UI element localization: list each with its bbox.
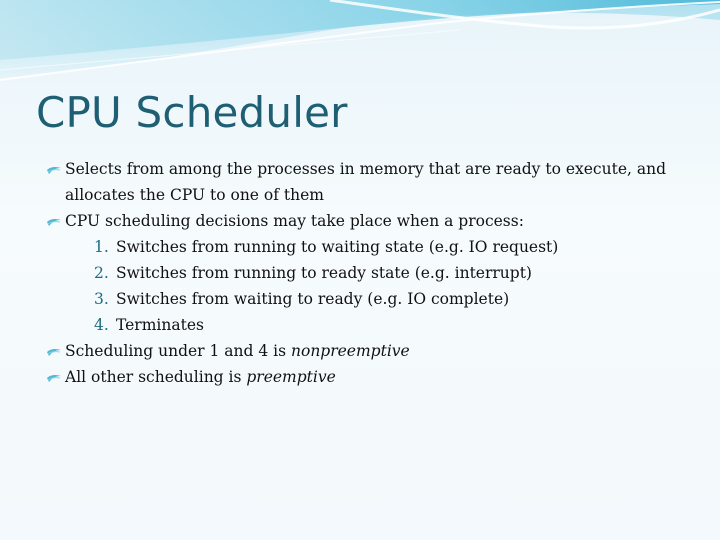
- slide-body: [46, 156, 686, 390]
- bullet-item: [46, 338, 686, 364]
- list-text: Switches from running to waiting state (e.g. IO request): [116, 238, 559, 256]
- list-item: [46, 234, 686, 260]
- list-number: 1.: [94, 238, 109, 256]
- list-number: 4.: [94, 316, 109, 334]
- swoosh-bullet-icon: [46, 364, 62, 390]
- list-text: Switches from waiting to ready (e.g. IO complete): [116, 290, 510, 308]
- list-item: [46, 286, 686, 312]
- list-number: 2.: [94, 264, 109, 282]
- header-wave-decoration: [0, 0, 720, 90]
- emphasis-text: preemptive: [246, 368, 336, 386]
- bullet-item: [46, 364, 686, 390]
- bullet-text: Scheduling under 1 and 4 is: [65, 342, 291, 360]
- bullet-text: All other scheduling is: [65, 368, 247, 386]
- swoosh-bullet-icon: [46, 156, 62, 182]
- list-item: [46, 312, 686, 338]
- list-number: 3.: [94, 290, 109, 308]
- emphasis-text: nonpreemptive: [291, 342, 410, 360]
- bullet-item: [46, 208, 686, 234]
- list-text: Terminates: [116, 316, 204, 334]
- list-text: Switches from running to ready state (e.g. interrupt): [116, 264, 532, 282]
- slide-title: CPU Scheduler: [36, 88, 348, 137]
- swoosh-bullet-icon: [46, 338, 62, 364]
- list-item: [46, 260, 686, 286]
- swoosh-bullet-icon: [46, 208, 62, 234]
- bullet-item: [46, 156, 686, 208]
- bullet-text: CPU scheduling decisions may take place when a process:: [65, 212, 524, 230]
- bullet-text: Selects from among the processes in memory that are ready to execute, and allocates the CPU to one of them: [65, 160, 666, 204]
